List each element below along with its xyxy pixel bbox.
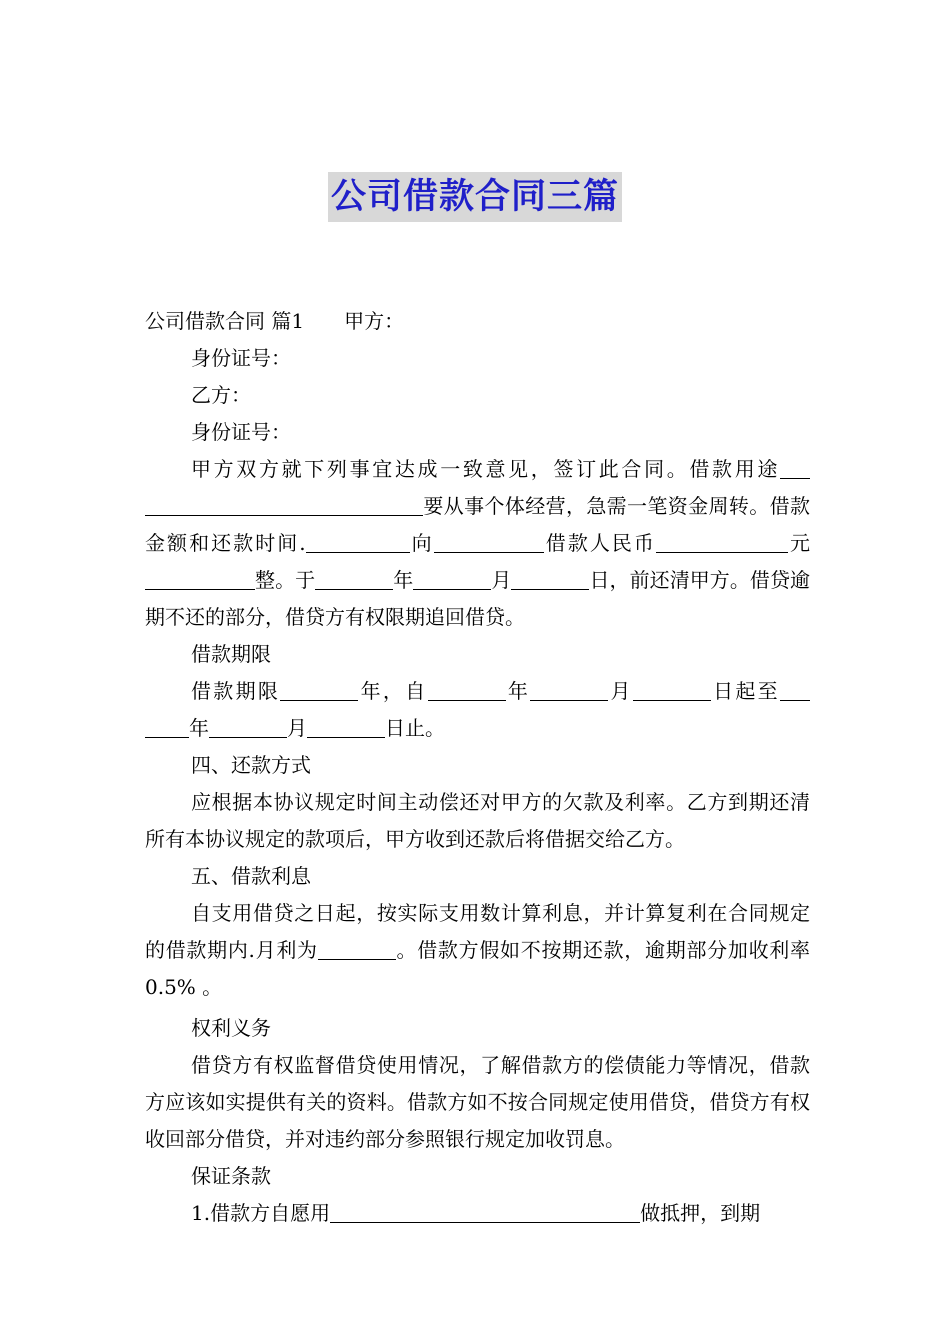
blank-line: [428, 678, 506, 701]
text: 月: [491, 568, 512, 592]
section-4-paragraph: 应根据本协议规定时间主动偿还对甲方的欠款及利率。乙方到期还清所有本协议规定的款项后，甲方收到还款后将借据交给乙方。: [145, 790, 810, 851]
guarantee-clause-1: [145, 1195, 810, 1232]
text: 年，自: [358, 679, 428, 703]
text: 甲方双方就下列事宜达成一致意见，签订此合同。借款用途: [191, 457, 780, 481]
party-a-label: 甲方：: [344, 309, 405, 333]
party-b-line: 乙方：: [191, 383, 251, 407]
blank-line: [318, 937, 396, 960]
text: 日起至: [710, 679, 780, 703]
id-number-line-2: 身份证号：: [191, 420, 291, 444]
text: 要从事个体经营，急需一笔资金周转。借款金额和还款时间.: [145, 494, 810, 555]
section-4-heading: 四、还款方式: [191, 753, 311, 777]
blank-line: [145, 493, 423, 516]
text: 。借款方假如不按期还款，逾期部分加收利率 0.5% 。: [145, 938, 811, 999]
guarantee-heading: 保证条款: [191, 1164, 271, 1188]
blank-line: [656, 530, 756, 553]
text: 日，前还清甲方。借贷逾期不还的部分，借贷方有权限期追回借贷。: [145, 568, 811, 629]
blank-line: [280, 678, 358, 701]
blank-line: [209, 715, 287, 738]
blank-line: [530, 678, 608, 701]
id-number-line: 身份证号：: [191, 346, 291, 370]
blank-line: [780, 456, 810, 479]
blank-line: [330, 1200, 640, 1223]
text: 月: [287, 716, 307, 740]
text: 年: [393, 568, 414, 592]
text: 年: [189, 716, 209, 740]
text: 向: [409, 531, 434, 555]
blank-line: [434, 530, 544, 553]
blank-line: [780, 678, 810, 701]
document-body: [145, 303, 810, 1232]
text: 月: [608, 679, 633, 703]
loan-term-heading: 借款期限: [191, 642, 271, 666]
text: 年: [505, 679, 531, 703]
blank-line: [145, 715, 189, 738]
section-5-heading: 五、借款利息: [191, 864, 311, 888]
blank-line: [633, 678, 711, 701]
contract-number: 公司借款合同 篇1: [145, 309, 305, 333]
text: 日止。: [385, 716, 445, 740]
document-title: 公司借款合同三篇: [328, 172, 622, 222]
text: 做抵押，到期: [640, 1201, 761, 1225]
blank-line: [315, 567, 393, 590]
blank-line: [307, 715, 385, 738]
loan-purpose-paragraph: [145, 451, 810, 636]
section-5-paragraph: [145, 895, 810, 1006]
contract-heading: [145, 303, 810, 340]
loan-term-paragraph: [145, 673, 810, 747]
title-container: [0, 172, 950, 222]
text: 整。于: [255, 568, 316, 592]
text: 自支用借贷之日起，按实际支用数计算利息，并计算复利在合同规定的借款期内.月利为: [145, 901, 810, 962]
rights-heading: 权利义务: [191, 1016, 271, 1040]
blank-line: [306, 530, 410, 553]
rights-paragraph: 借贷方有权监督借贷使用情况，了解借款方的偿债能力等情况，借款方应该如实提供有关的资料。借款方如不按合同规定使用借贷，借贷方有权收回部分借贷，并对违约部分参照银行规定加收罚息。: [145, 1053, 810, 1151]
text: 元: [787, 531, 811, 555]
text: 借款期限: [191, 679, 281, 703]
blank-line: [413, 567, 491, 590]
text: 借款人民币: [543, 531, 656, 555]
blank-line: [756, 530, 788, 553]
blank-line: [145, 567, 255, 590]
text: 1.借款方自愿用: [191, 1201, 331, 1225]
blank-line: [511, 567, 589, 590]
